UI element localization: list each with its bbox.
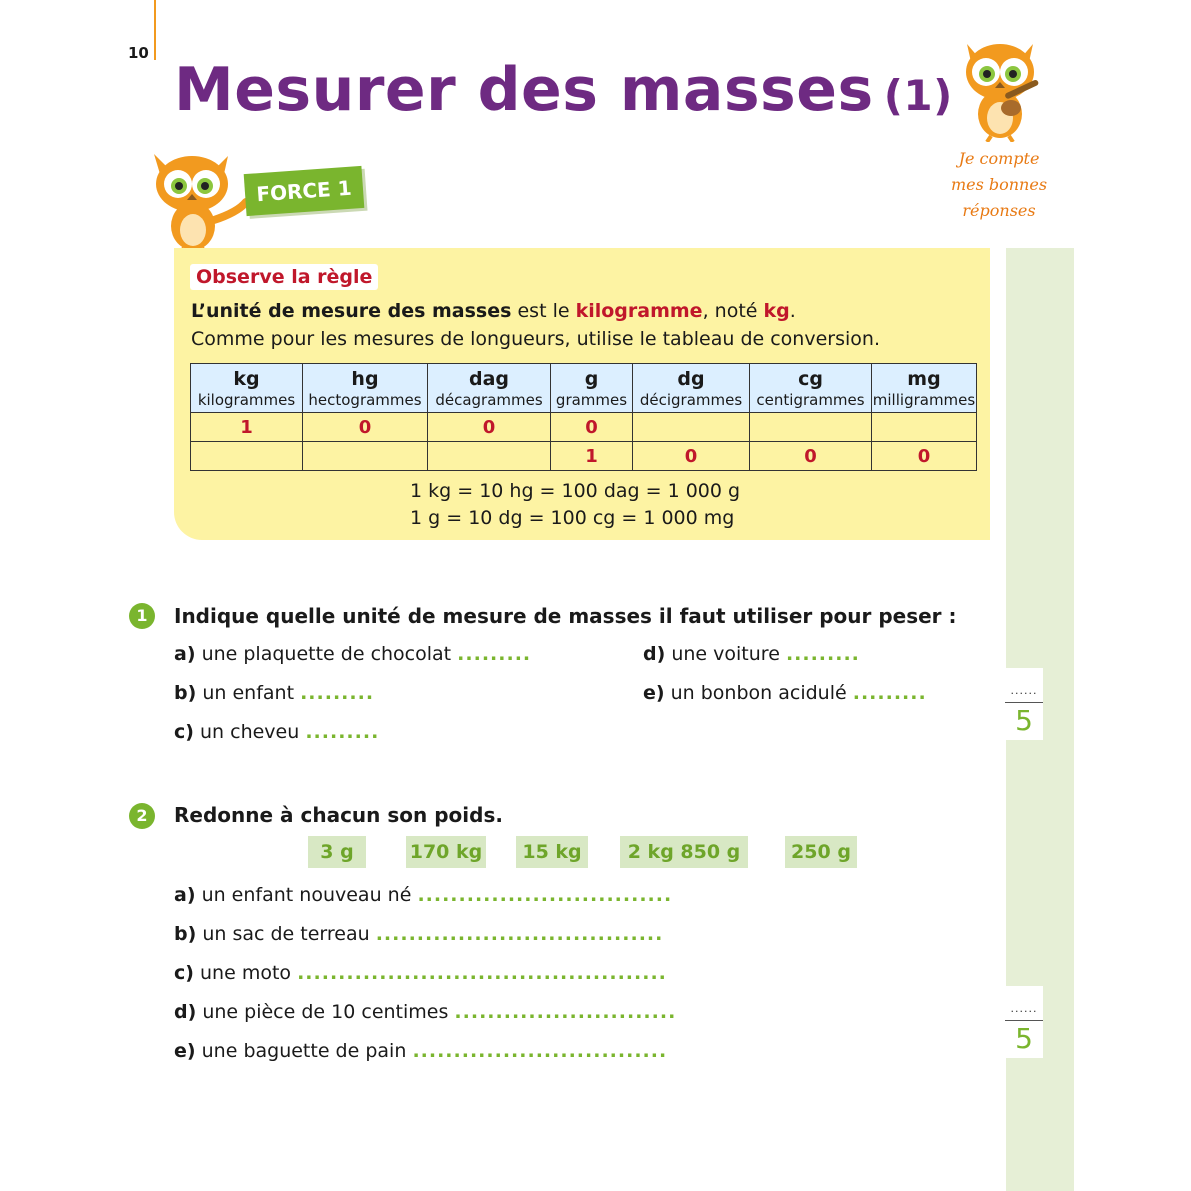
table-cell: 0 — [551, 413, 633, 442]
table-cell: 0 — [303, 413, 428, 442]
answer-blank[interactable]: ............................................. — [297, 962, 667, 984]
table-cell — [428, 442, 551, 471]
top-margin-line — [154, 0, 156, 60]
answer-blank[interactable]: ......... — [457, 643, 532, 665]
exercise-1-score-box[interactable] — [1005, 668, 1043, 740]
score-blank: ...... — [1010, 1002, 1038, 1015]
rule-heading: Observe la règle — [190, 264, 378, 290]
table-header-cell: dg décigrammes — [633, 364, 750, 413]
score-max: 5 — [1015, 1022, 1033, 1055]
score-label-line: réponses — [962, 201, 1036, 220]
exercise-1-item-b: b) un enfant ......... — [174, 682, 375, 704]
table-cell — [872, 413, 977, 442]
rule-line-1 — [191, 300, 796, 322]
table-cell: 0 — [750, 442, 872, 471]
table-cell: 1 — [551, 442, 633, 471]
table-header-cell: mg milligrammes — [872, 364, 977, 413]
force-level-badge: FORCE 1 — [244, 166, 365, 216]
weight-tag: 250 g — [785, 836, 857, 868]
answer-blank[interactable]: ........................... — [454, 1001, 677, 1023]
score-max: 5 — [1015, 704, 1033, 737]
score-fraction-bar — [1005, 1020, 1043, 1021]
conversion-table-header — [191, 364, 977, 413]
exercise-1-item-e: e) un bonbon acidulé ......... — [643, 682, 927, 704]
weight-tag: 170 kg — [406, 836, 486, 868]
answer-blank[interactable]: ......... — [852, 682, 927, 704]
table-row — [191, 413, 977, 442]
answer-blank[interactable]: ................................... — [375, 923, 664, 945]
title-suffix: (1) — [883, 71, 953, 120]
conversion-table — [190, 363, 977, 471]
rule-line-1-part2: est le — [511, 300, 576, 322]
page-number: 10 — [128, 44, 149, 62]
table-cell: 1 — [191, 413, 303, 442]
rule-line-2: Comme pour les mesures de longueurs, utilise le tableau de conversion. — [191, 328, 880, 350]
table-cell: 0 — [633, 442, 750, 471]
rule-line-1-part5: kg — [763, 300, 790, 322]
answer-blank[interactable]: ......... — [305, 721, 380, 743]
answer-blank[interactable]: ............................... — [412, 1040, 668, 1062]
equivalence-kg: 1 kg = 10 hg = 100 dag = 1 000 g — [410, 480, 741, 502]
table-cell — [750, 413, 872, 442]
rule-line-1-part3: kilogramme — [575, 300, 703, 322]
exercise-1-item-a: a) une plaquette de chocolat ......... — [174, 643, 532, 665]
exercise-2-item-a: a) un enfant nouveau né ............................... — [174, 884, 673, 906]
exercise-1-item-c: c) un cheveu ......... — [174, 721, 380, 743]
exercise-2-item-b: b) un sac de terreau ................................... — [174, 923, 664, 945]
weight-tag: 3 g — [308, 836, 366, 868]
table-cell: 0 — [872, 442, 977, 471]
exercise-2-item-c: c) une moto ............................................. — [174, 962, 667, 984]
answer-blank[interactable]: ......... — [785, 643, 860, 665]
table-header-cell: dag décagrammes — [428, 364, 551, 413]
score-label — [944, 146, 1054, 224]
exercise-2-item-d: d) une pièce de 10 centimes ........................... — [174, 1001, 677, 1023]
rule-line-1-part4: , noté — [702, 300, 764, 322]
rule-line-1-part6: . — [789, 300, 796, 322]
answer-blank[interactable]: ............................... — [417, 884, 673, 906]
exercise-2-number: 2 — [129, 803, 155, 829]
table-cell — [633, 413, 750, 442]
owl-guitar-icon — [955, 36, 1045, 142]
rule-line-1-part1: L’unité de mesure des masses — [191, 300, 512, 322]
table-row — [191, 442, 977, 471]
weight-tag: 2 kg 850 g — [620, 836, 748, 868]
table-cell — [303, 442, 428, 471]
score-label-line: mes bonnes — [950, 175, 1048, 194]
exercise-1-item-d: d) une voiture ......... — [643, 643, 860, 665]
table-cell: 0 — [428, 413, 551, 442]
owl-mascot-icon — [148, 150, 248, 254]
answer-blank[interactable]: ......... — [300, 682, 375, 704]
exercise-2-item-e: e) une baguette de pain ............................... — [174, 1040, 668, 1062]
weight-tag: 15 kg — [516, 836, 588, 868]
exercise-2-instruction: Redonne à chacun son poids. — [174, 803, 503, 827]
score-label-line: Je compte — [958, 149, 1040, 168]
table-header-cell: hg hectogrammes — [303, 364, 428, 413]
score-fraction-bar — [1005, 702, 1043, 703]
title-main: Mesurer des masses — [174, 55, 874, 125]
table-cell — [191, 442, 303, 471]
exercise-1-instruction: Indique quelle unité de mesure de masses il faut utiliser pour peser : — [174, 604, 957, 628]
exercise-2-score-box[interactable] — [1005, 986, 1043, 1058]
score-blank: ...... — [1010, 684, 1038, 697]
table-header-cell: cg centigrammes — [750, 364, 872, 413]
exercise-1-number: 1 — [129, 603, 155, 629]
equivalence-g: 1 g = 10 dg = 100 cg = 1 000 mg — [410, 507, 735, 529]
page-title — [174, 55, 953, 125]
table-header-cell: g grammes — [551, 364, 633, 413]
table-header-cell: kg kilogrammes — [191, 364, 303, 413]
